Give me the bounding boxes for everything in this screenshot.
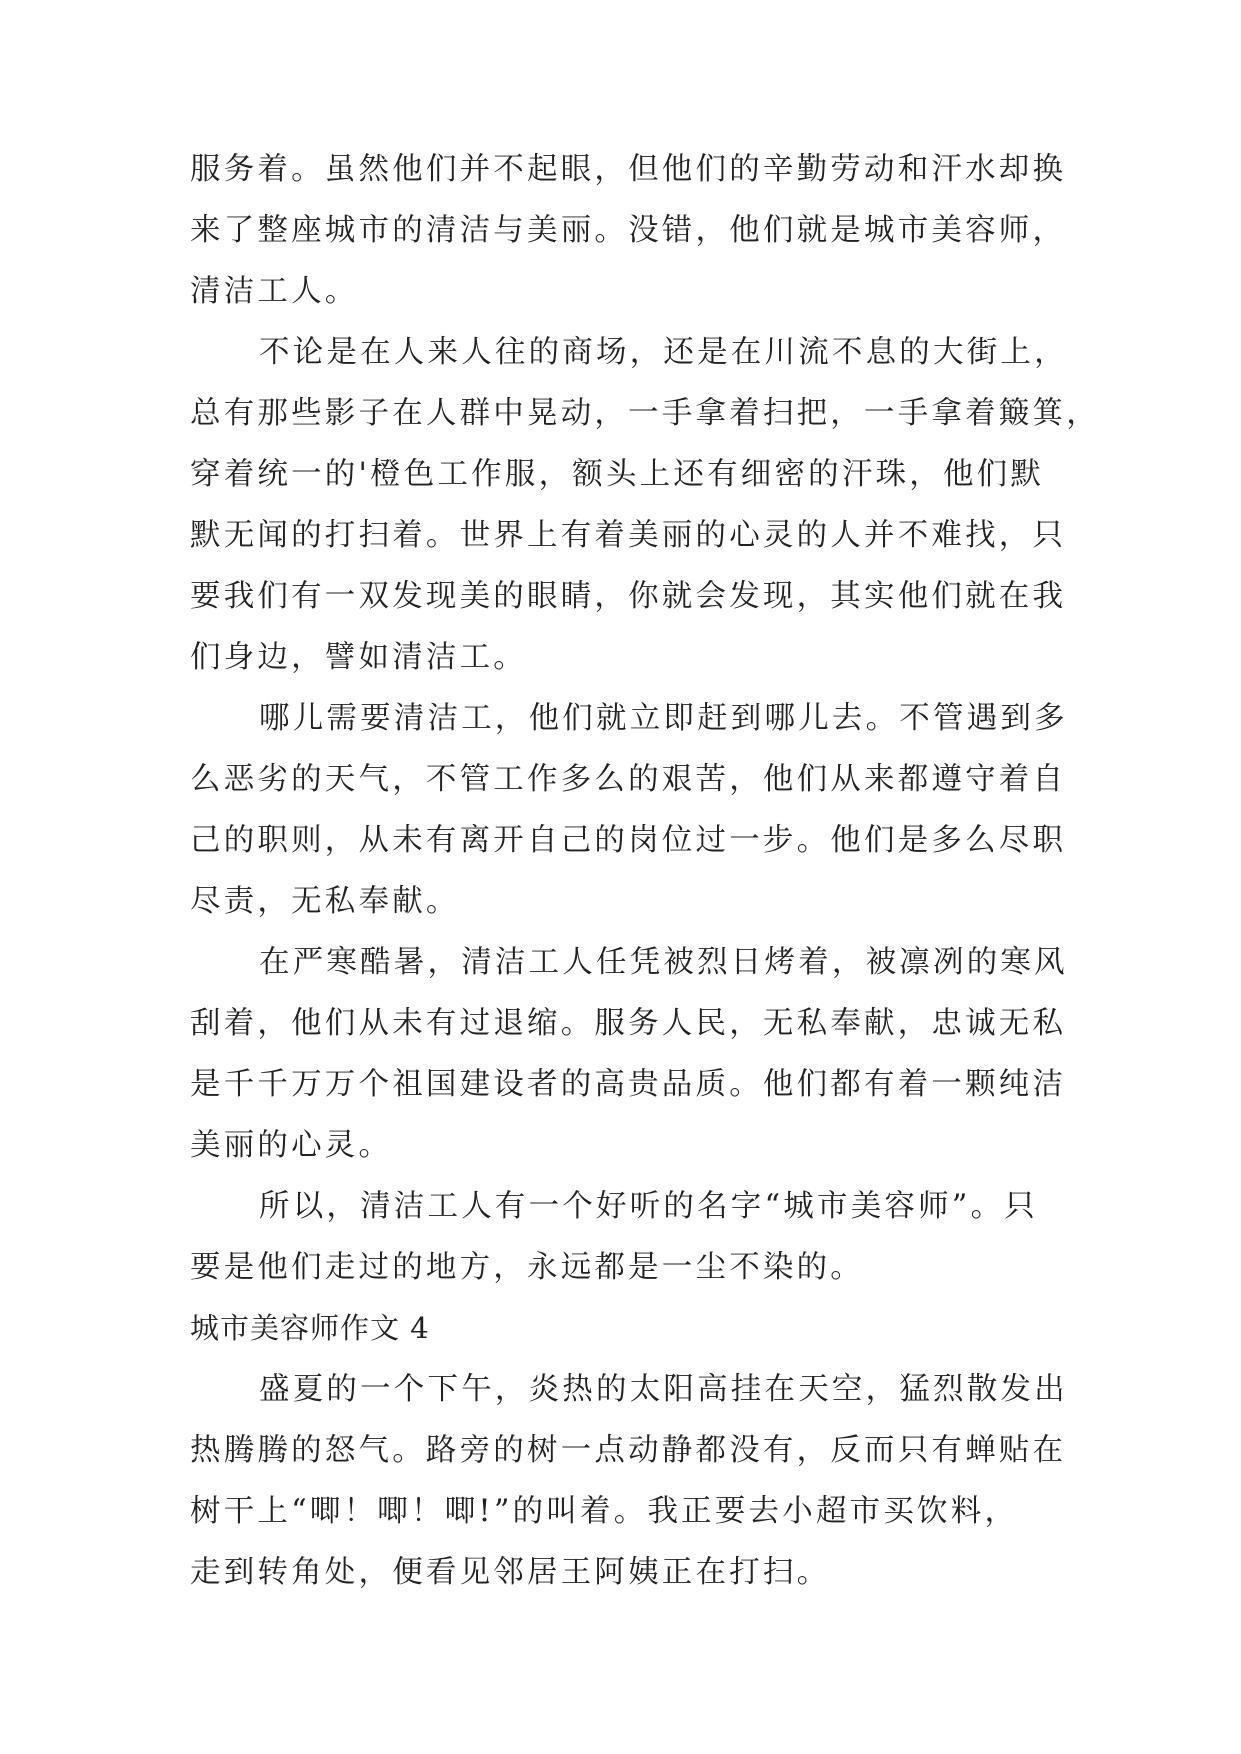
text-line: 所以，清洁工人有一个好听的名字“城市美容师”。只 [259,1189,1038,1224]
text-line: 刮着，他们从未有过退缩。服务人民，无私奉献，忠诚无私 [190,1006,1067,1041]
section-heading: 城市美容师作文 4 [190,1311,430,1345]
text-line: 哪儿需要清洁工，他们就立即赶到哪儿去。不管遇到多 [259,701,1068,736]
text-line: 默无闻的打扫着。世界上有着美丽的心灵的人并不难找，只 [190,518,1067,553]
text-line: 要是他们走过的地方，永远都是一尘不染的。 [190,1250,864,1285]
text-line: 在严寒酷暑，清洁工人任凭被烈日烤着，被凛冽的寒风 [259,945,1068,980]
text-line: 穿着统一的'橙色工作服，额头上还有细密的汗珠，他们默 [190,457,1045,492]
text-line: 美丽的心灵。 [190,1128,393,1163]
text-line: 是千千万万个祖国建设者的高贵品质。他们都有着一颗纯洁 [190,1067,1067,1102]
text-line: 尽责，无私奉献。 [190,884,460,919]
text-line: 走到转角处，便看见邻居王阿姨正在打扫。 [190,1555,831,1590]
text-line: 己的职则，从未有离开自己的岗位过一步。他们是多么尽职 [190,823,1067,858]
document-body [190,139,1100,1603]
text-line: 么恶劣的天气，不管工作多么的艰苦，他们从来都遵守着自 [190,762,1067,797]
text-line: 总有那些影子在人群中晃动，一手拿着扫把，一手拿着簸箕， [190,396,1100,431]
text-line: 清洁工人。 [190,274,359,309]
text-line: 盛夏的一个下午，炎热的太阳高挂在天空，猛烈散发出 [259,1372,1068,1407]
text-line: 树干上“唧！唧！唧!”的叫着。我正要去小超市买饮料， [190,1494,1019,1529]
text-line: 不论是在人来人往的商场，还是在川流不息的大街上， [259,335,1068,370]
text-line: 要我们有一双发现美的眼睛，你就会发现，其实他们就在我 [190,579,1067,614]
text-line: 们身边，譬如清洁工。 [190,640,527,675]
text-line: 服务着。虽然他们并不起眼，但他们的辛勤劳动和汗水却换 [190,152,1067,187]
text-line: 热腾腾的怒气。路旁的树一点动静都没有，反而只有蝉贴在 [190,1433,1067,1468]
text-line: 来了整座城市的清洁与美丽。没错，他们就是城市美容师， [190,213,1067,248]
